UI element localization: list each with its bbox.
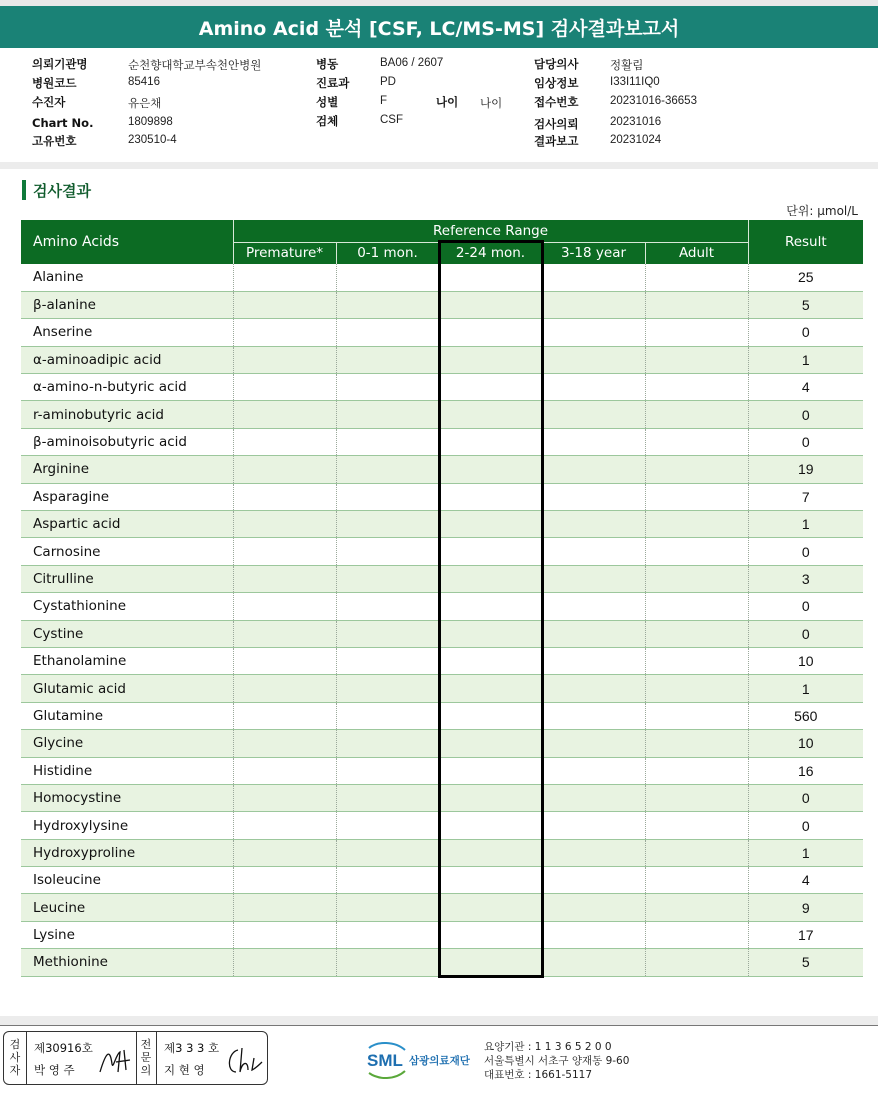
col-amino-acids-header: Amino Acids xyxy=(21,220,233,264)
reference-range-cell xyxy=(439,812,542,839)
table-row xyxy=(21,319,863,346)
reference-range-cell xyxy=(233,949,336,976)
specimen-label: 검체 xyxy=(316,114,339,128)
reference-range-cell xyxy=(336,921,439,948)
amino-acid-name: β-alanine xyxy=(21,291,233,318)
result-value: 9 xyxy=(748,894,863,921)
reference-range-cell xyxy=(233,511,336,538)
reference-range-cell xyxy=(645,483,748,510)
amino-acid-name: Lysine xyxy=(21,921,233,948)
report-date-label: 결과보고 xyxy=(534,134,579,148)
reference-range-cell xyxy=(233,894,336,921)
reference-range-cell xyxy=(336,264,439,291)
reference-range-cell xyxy=(233,428,336,455)
age-value: 나이 xyxy=(480,98,503,110)
specialist-license: 제3 3 3 호 xyxy=(164,1041,220,1055)
reference-range-cell xyxy=(439,867,542,894)
result-value: 17 xyxy=(748,921,863,948)
amino-acid-name: r-aminobutyric acid xyxy=(21,401,233,428)
result-value: 7 xyxy=(748,483,863,510)
specialist-signature-icon xyxy=(224,1044,264,1078)
reference-range-cell xyxy=(542,565,645,592)
section-title: 검사결과 xyxy=(22,180,91,200)
reference-range-cell xyxy=(542,784,645,811)
institution-value: 순천향대학교부속천안병원 xyxy=(128,60,262,72)
table-row xyxy=(21,593,863,620)
reference-range-cell xyxy=(336,428,439,455)
reference-range-cell xyxy=(645,456,748,483)
reference-range-cell xyxy=(645,374,748,401)
signature-box xyxy=(3,1031,268,1085)
table-row xyxy=(21,346,863,373)
reference-range-cell xyxy=(336,565,439,592)
reference-range-cell xyxy=(233,538,336,565)
reference-range-cell xyxy=(439,949,542,976)
reference-range-cell xyxy=(542,264,645,291)
table-row xyxy=(21,291,863,318)
table-row xyxy=(21,675,863,702)
reference-range-cell xyxy=(233,839,336,866)
reference-range-cell xyxy=(233,647,336,674)
sml-logo-icon xyxy=(365,1040,500,1080)
reference-range-cell xyxy=(336,319,439,346)
reference-range-cell xyxy=(439,264,542,291)
results-body xyxy=(21,264,863,976)
amino-acid-name: Methionine xyxy=(21,949,233,976)
reference-range-cell xyxy=(233,374,336,401)
reference-range-cell xyxy=(439,538,542,565)
amino-acid-name: Leucine xyxy=(21,894,233,921)
section-divider xyxy=(0,162,878,169)
reference-range-cell xyxy=(336,784,439,811)
result-value: 0 xyxy=(748,784,863,811)
reference-range-cell xyxy=(542,483,645,510)
reference-range-cell xyxy=(439,319,542,346)
reference-range-cell xyxy=(439,374,542,401)
reference-range-cell xyxy=(645,428,748,455)
reference-range-cell xyxy=(233,483,336,510)
ref-subcol-header: 2-24 mon. xyxy=(439,242,542,264)
reference-range-cell xyxy=(542,730,645,757)
table-row xyxy=(21,867,863,894)
reference-range-cell xyxy=(439,593,542,620)
report-date-value: 20231024 xyxy=(610,134,662,146)
reference-range-cell xyxy=(336,483,439,510)
examiner-role-label: 검사자 xyxy=(9,1038,21,1077)
reference-range-cell xyxy=(645,867,748,894)
lab-logo xyxy=(365,1040,500,1080)
amino-acid-name: Glycine xyxy=(21,730,233,757)
amino-acid-name: Hydroxylysine xyxy=(21,812,233,839)
reference-range-cell xyxy=(645,702,748,729)
reference-range-cell xyxy=(645,264,748,291)
reference-range-cell xyxy=(233,319,336,346)
results-table xyxy=(21,220,863,977)
amino-acid-name: Carnosine xyxy=(21,538,233,565)
reference-range-cell xyxy=(336,374,439,401)
reference-range-cell xyxy=(336,812,439,839)
reference-range-cell xyxy=(645,839,748,866)
reference-range-cell xyxy=(439,565,542,592)
recipient-value: 유은채 xyxy=(128,98,162,110)
reference-range-cell xyxy=(645,675,748,702)
result-value: 16 xyxy=(748,757,863,784)
reference-range-cell xyxy=(542,401,645,428)
recipient-label: 수진자 xyxy=(32,95,66,109)
ward-value: BA06 / 2607 xyxy=(380,57,444,69)
reference-range-cell xyxy=(439,511,542,538)
table-row xyxy=(21,757,863,784)
reference-range-cell xyxy=(542,867,645,894)
reference-range-cell xyxy=(542,757,645,784)
reference-range-cell xyxy=(542,319,645,346)
table-row xyxy=(21,949,863,976)
reference-range-cell xyxy=(439,456,542,483)
reference-range-cell xyxy=(336,291,439,318)
reference-range-cell xyxy=(645,949,748,976)
table-row xyxy=(21,483,863,510)
result-value: 1 xyxy=(748,839,863,866)
amino-acid-name: α-aminoadipic acid xyxy=(21,346,233,373)
reference-range-cell xyxy=(336,593,439,620)
result-value: 0 xyxy=(748,538,863,565)
doctor-label: 담당의사 xyxy=(534,57,579,71)
reference-range-cell xyxy=(645,511,748,538)
receipt-no-label: 접수번호 xyxy=(534,95,579,109)
reference-range-cell xyxy=(336,702,439,729)
reference-range-cell xyxy=(542,374,645,401)
amino-acid-name: Asparagine xyxy=(21,483,233,510)
reference-range-cell xyxy=(542,812,645,839)
amino-acid-name: Ethanolamine xyxy=(21,647,233,674)
reference-range-cell xyxy=(336,867,439,894)
result-value: 0 xyxy=(748,319,863,346)
reference-range-cell xyxy=(645,538,748,565)
reference-range-cell xyxy=(336,647,439,674)
result-value: 0 xyxy=(748,620,863,647)
result-value: 0 xyxy=(748,401,863,428)
reference-range-cell xyxy=(645,730,748,757)
unique-no-label: 고유번호 xyxy=(32,134,77,148)
reference-range-cell xyxy=(645,921,748,948)
result-value: 1 xyxy=(748,675,863,702)
table-row xyxy=(21,456,863,483)
reference-range-cell xyxy=(439,483,542,510)
reference-range-cell xyxy=(645,565,748,592)
table-row xyxy=(21,374,863,401)
reference-range-cell xyxy=(233,812,336,839)
lab-address: 서울특별시 서초구 양재동 9-60 xyxy=(484,1055,630,1067)
reference-range-cell xyxy=(542,949,645,976)
reference-range-cell xyxy=(439,675,542,702)
result-value: 560 xyxy=(748,702,863,729)
table-row xyxy=(21,894,863,921)
reference-range-cell xyxy=(336,757,439,784)
reference-range-cell xyxy=(439,647,542,674)
reference-range-cell xyxy=(439,401,542,428)
result-value: 3 xyxy=(748,565,863,592)
reference-range-cell xyxy=(542,291,645,318)
age-label: 나이 xyxy=(436,95,459,109)
department-label: 진료과 xyxy=(316,76,350,90)
ref-subcol-header: Premature* xyxy=(233,242,336,264)
reference-range-cell xyxy=(233,757,336,784)
footer-divider xyxy=(0,1016,878,1026)
lab-care-code: 요양기관 : 1 1 3 6 5 2 0 0 xyxy=(484,1041,612,1053)
table-row xyxy=(21,538,863,565)
reference-range-cell xyxy=(439,291,542,318)
amino-acid-name: Histidine xyxy=(21,757,233,784)
result-value: 0 xyxy=(748,812,863,839)
reference-range-cell xyxy=(439,921,542,948)
reference-range-cell xyxy=(439,757,542,784)
reference-range-cell xyxy=(439,428,542,455)
reference-range-cell xyxy=(542,428,645,455)
reference-range-cell xyxy=(645,784,748,811)
amino-acid-name: Citrulline xyxy=(21,565,233,592)
reference-range-cell xyxy=(542,921,645,948)
reference-range-cell xyxy=(439,784,542,811)
reference-range-cell xyxy=(233,730,336,757)
reference-range-cell xyxy=(542,593,645,620)
result-value: 5 xyxy=(748,291,863,318)
reference-range-cell xyxy=(336,839,439,866)
amino-acid-name: Arginine xyxy=(21,456,233,483)
clinical-info-label: 임상정보 xyxy=(534,76,579,90)
doctor-value: 정활림 xyxy=(610,60,644,72)
result-value: 10 xyxy=(748,730,863,757)
reference-range-cell xyxy=(233,456,336,483)
reference-range-cell xyxy=(645,319,748,346)
request-date-label: 검사의뢰 xyxy=(534,117,579,131)
amino-acid-name: α-amino-n-butyric acid xyxy=(21,374,233,401)
reference-range-cell xyxy=(233,702,336,729)
reference-range-cell xyxy=(542,702,645,729)
lab-name: 삼광의료재단 xyxy=(409,1055,470,1067)
reference-range-cell xyxy=(645,812,748,839)
reference-range-cell xyxy=(542,456,645,483)
ref-subcol-header: Adult xyxy=(645,242,748,264)
reference-range-cell xyxy=(645,346,748,373)
result-value: 1 xyxy=(748,511,863,538)
request-date-value: 20231016 xyxy=(610,116,662,128)
amino-acid-name: Cystine xyxy=(21,620,233,647)
table-row xyxy=(21,565,863,592)
reference-range-cell xyxy=(233,291,336,318)
reference-range-cell xyxy=(336,538,439,565)
reference-range-cell xyxy=(439,702,542,729)
result-value: 0 xyxy=(748,593,863,620)
reference-range-cell xyxy=(645,620,748,647)
table-row xyxy=(21,702,863,729)
reference-range-cell xyxy=(233,784,336,811)
reference-range-cell xyxy=(336,894,439,921)
amino-acid-name: Cystathionine xyxy=(21,593,233,620)
unique-no-value: 230510-4 xyxy=(128,134,177,146)
reference-range-cell xyxy=(336,675,439,702)
hospital-code-value: 85416 xyxy=(128,76,160,88)
ward-label: 병동 xyxy=(316,57,339,71)
reference-range-cell xyxy=(542,894,645,921)
amino-acid-name: Aspartic acid xyxy=(21,511,233,538)
reference-range-cell xyxy=(233,401,336,428)
unit-label: 단위: μmol/L xyxy=(786,204,858,218)
reference-range-cell xyxy=(336,346,439,373)
lab-logo-text: SML xyxy=(367,1051,403,1070)
result-value: 0 xyxy=(748,428,863,455)
reference-range-cell xyxy=(542,346,645,373)
hospital-code-label: 병원코드 xyxy=(32,76,77,90)
table-row xyxy=(21,264,863,291)
table-row xyxy=(21,428,863,455)
reference-range-cell xyxy=(233,264,336,291)
reference-range-cell xyxy=(645,291,748,318)
lab-info xyxy=(484,1040,629,1082)
table-row xyxy=(21,511,863,538)
reference-range-cell xyxy=(439,620,542,647)
examiner-signature-icon xyxy=(96,1044,136,1078)
reference-range-cell xyxy=(336,949,439,976)
col-result-header: Result xyxy=(748,220,863,264)
receipt-no-value: 20231016-36653 xyxy=(610,95,697,107)
amino-acid-name: Anserine xyxy=(21,319,233,346)
reference-range-cell xyxy=(542,538,645,565)
specimen-value: CSF xyxy=(380,114,403,126)
result-value: 4 xyxy=(748,867,863,894)
reference-range-cell xyxy=(439,839,542,866)
examiner-license: 제30916호 xyxy=(34,1041,93,1055)
reference-range-cell xyxy=(233,675,336,702)
col-reference-range-header: Reference Range xyxy=(233,220,748,242)
report-title: Amino Acid 분석 [CSF, LC/MS-MS] 검사결과보고서 xyxy=(0,0,878,48)
result-value: 25 xyxy=(748,264,863,291)
amino-acid-name: Glutamine xyxy=(21,702,233,729)
patient-info xyxy=(0,54,878,154)
reference-range-cell xyxy=(336,401,439,428)
amino-acid-name: Alanine xyxy=(21,264,233,291)
table-row xyxy=(21,839,863,866)
reference-range-cell xyxy=(542,675,645,702)
department-value: PD xyxy=(380,76,396,88)
reference-range-cell xyxy=(542,839,645,866)
reference-range-cell xyxy=(645,401,748,428)
reference-range-cell xyxy=(439,730,542,757)
table-row xyxy=(21,647,863,674)
clinical-info-value: I33I11IQ0 xyxy=(610,76,660,88)
reference-range-cell xyxy=(233,565,336,592)
reference-range-cell xyxy=(439,346,542,373)
reference-range-cell xyxy=(233,620,336,647)
reference-range-cell xyxy=(336,511,439,538)
reference-range-cell xyxy=(542,620,645,647)
result-value: 4 xyxy=(748,374,863,401)
reference-range-cell xyxy=(233,346,336,373)
table-row xyxy=(21,401,863,428)
reference-range-cell xyxy=(645,757,748,784)
reference-range-cell xyxy=(645,593,748,620)
ref-subcol-header: 0-1 mon. xyxy=(336,242,439,264)
reference-range-cell xyxy=(439,894,542,921)
specialist-role-label: 전문의 xyxy=(140,1038,152,1077)
result-value: 1 xyxy=(748,346,863,373)
sex-label: 성별 xyxy=(316,95,339,109)
ref-subcol-header: 3-18 year xyxy=(542,242,645,264)
table-row xyxy=(21,784,863,811)
reference-range-cell xyxy=(645,647,748,674)
reference-range-cell xyxy=(542,647,645,674)
table-row xyxy=(21,921,863,948)
reference-range-cell xyxy=(233,921,336,948)
amino-acid-name: Isoleucine xyxy=(21,867,233,894)
reference-range-cell xyxy=(233,867,336,894)
institution-label: 의뢰기관명 xyxy=(32,57,88,71)
table-row xyxy=(21,812,863,839)
reference-range-cell xyxy=(336,730,439,757)
result-value: 10 xyxy=(748,647,863,674)
examiner-name: 박 영 주 xyxy=(34,1063,75,1077)
reference-range-cell xyxy=(542,511,645,538)
reference-range-cell xyxy=(233,593,336,620)
amino-acid-name: Homocystine xyxy=(21,784,233,811)
chart-no-label: Chart No. xyxy=(32,116,94,130)
reference-range-cell xyxy=(336,620,439,647)
amino-acid-name: β-aminoisobutyric acid xyxy=(21,428,233,455)
reference-range-cell xyxy=(336,456,439,483)
table-row xyxy=(21,620,863,647)
result-value: 5 xyxy=(748,949,863,976)
result-value: 19 xyxy=(748,456,863,483)
lab-phone: 대표번호 : 1661-5117 xyxy=(484,1069,593,1081)
sex-value: F xyxy=(380,95,388,107)
chart-no-value: 1809898 xyxy=(128,116,173,128)
specialist-name: 지 현 영 xyxy=(164,1063,205,1077)
amino-acid-name: Glutamic acid xyxy=(21,675,233,702)
reference-range-cell xyxy=(645,894,748,921)
amino-acid-name: Hydroxyproline xyxy=(21,839,233,866)
table-row xyxy=(21,730,863,757)
